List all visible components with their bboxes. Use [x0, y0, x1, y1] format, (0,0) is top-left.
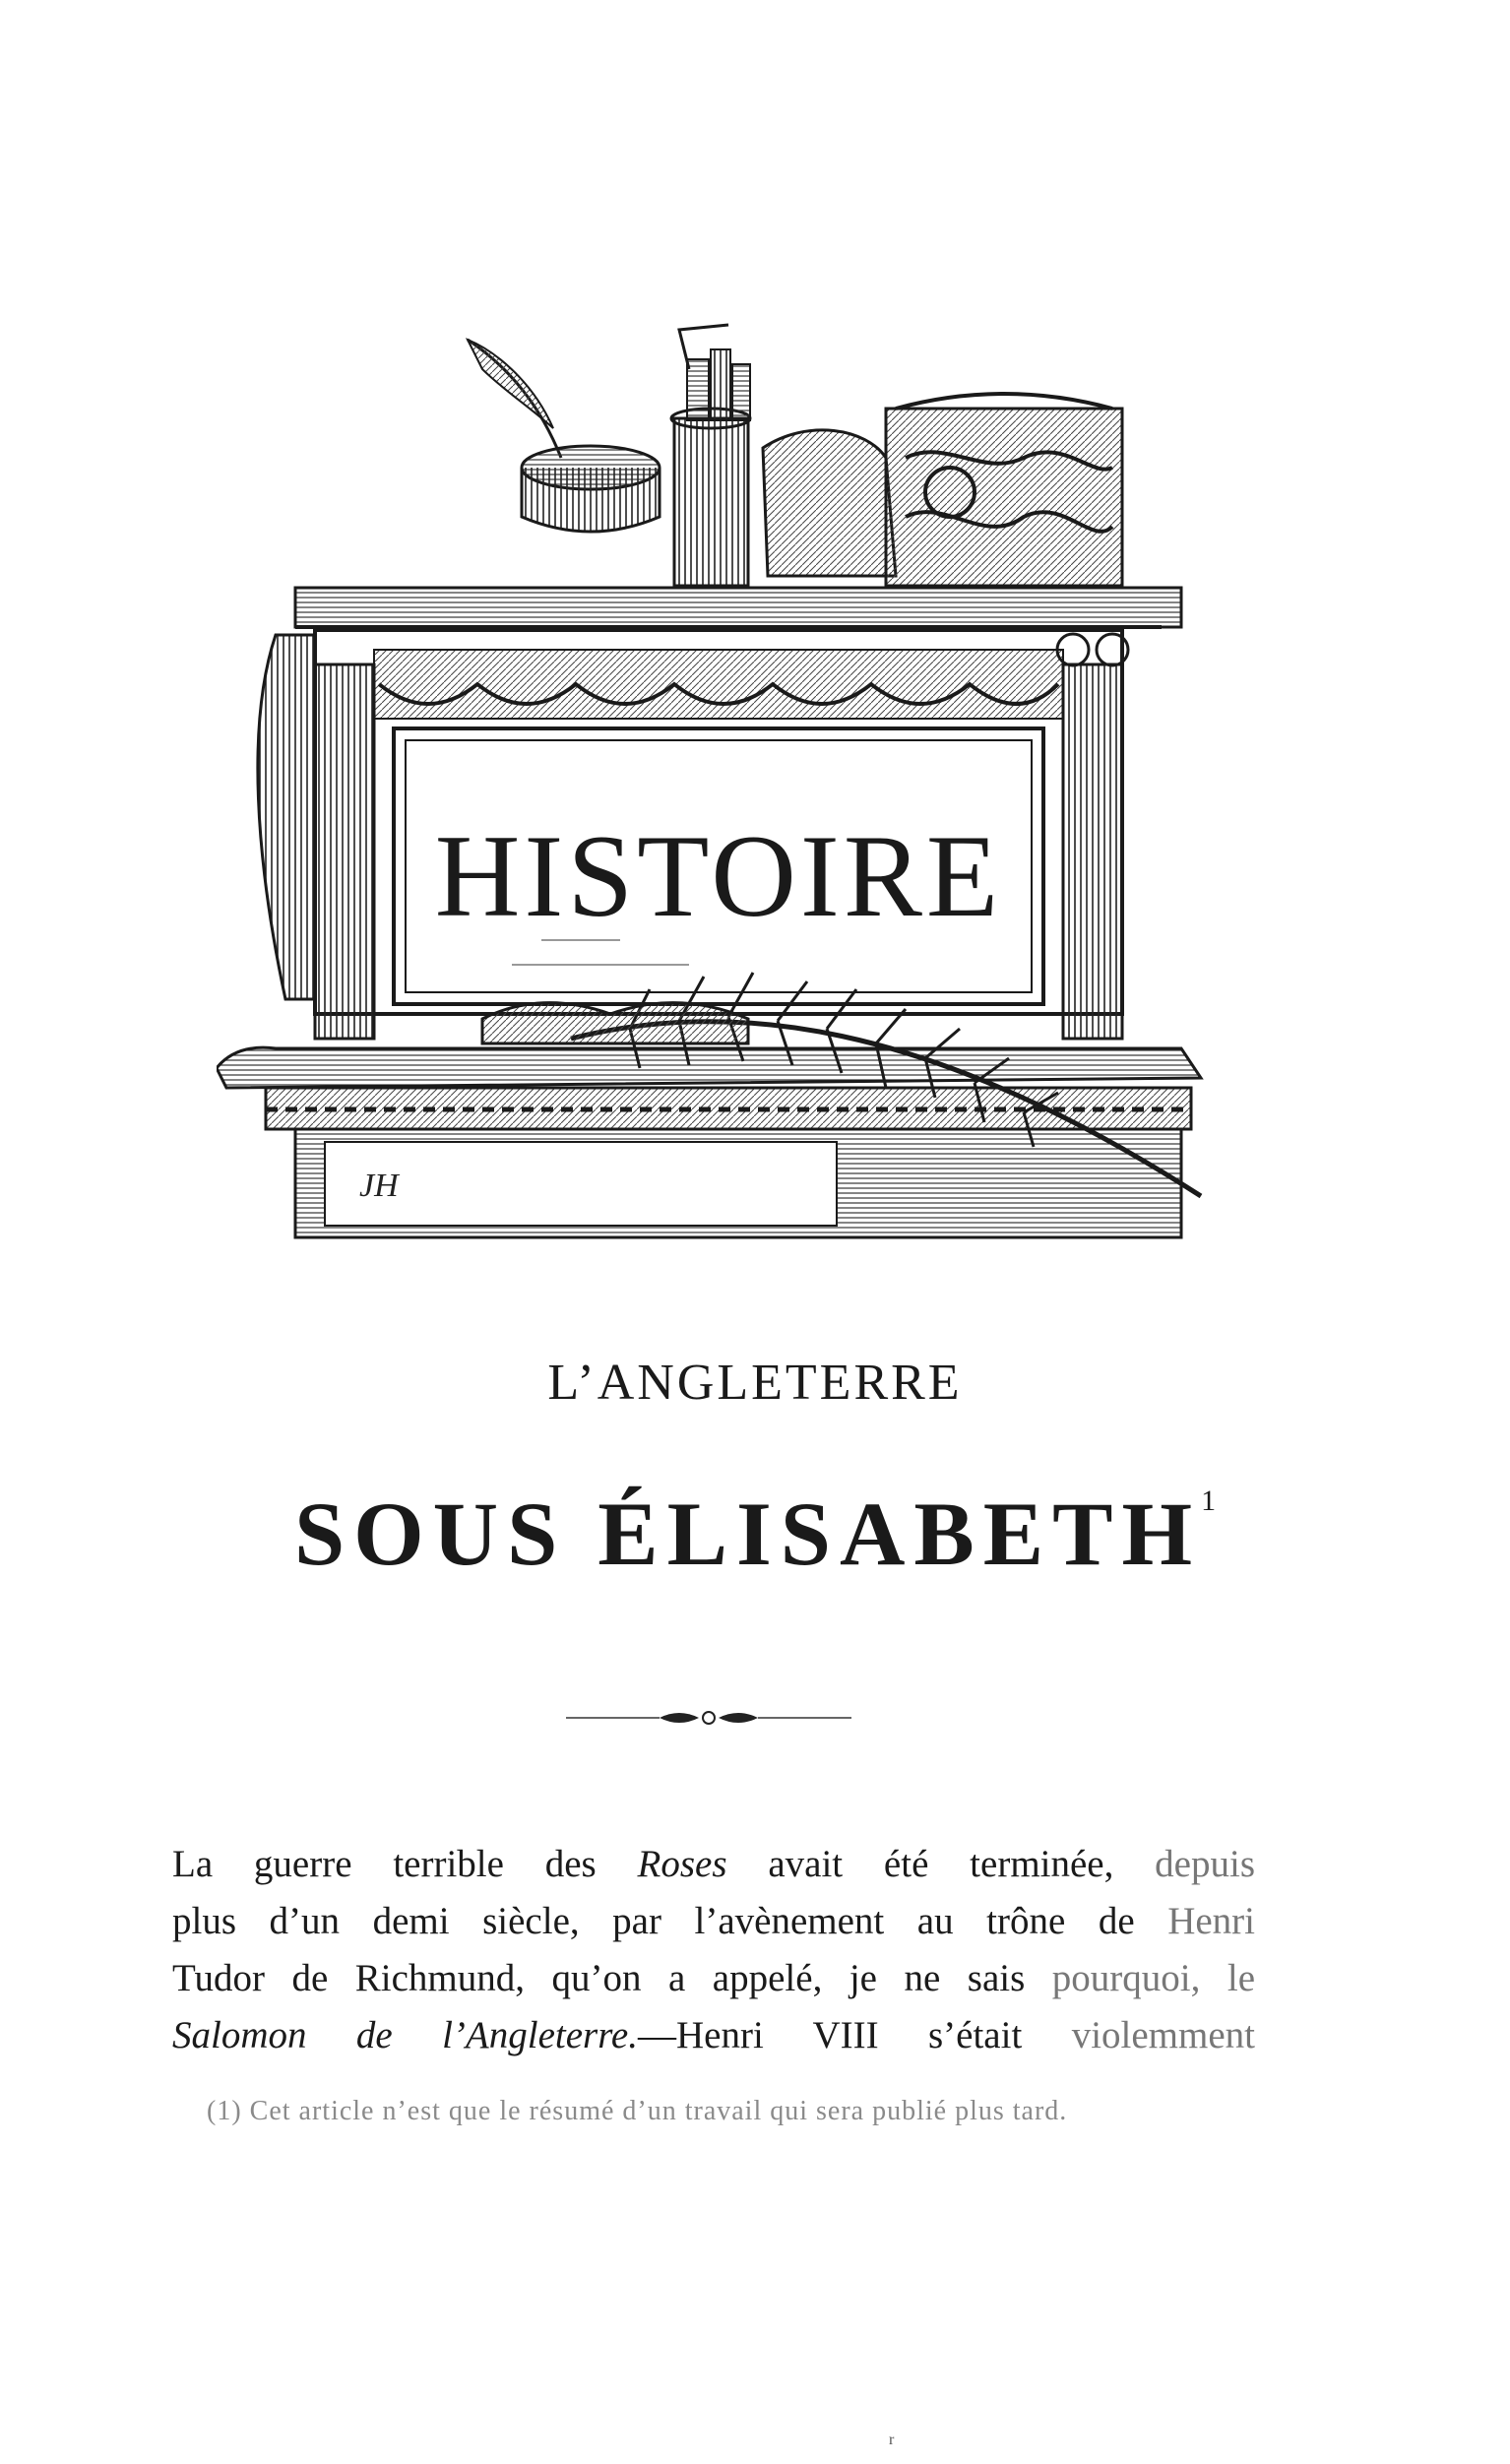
- footnote-reference: 1: [1201, 1485, 1217, 1517]
- body-line-4: Salomon de l’Angleterre.—Henri VIII s’était violemment: [172, 2014, 1255, 2056]
- body-line-3: Tudor de Richmund, qu’on a appelé, je ne sais pourquoi, le: [172, 1957, 1256, 1999]
- body-line-1: La guerre terrible des Roses avait été terminée, depuis: [172, 1843, 1255, 1885]
- body-line-2: plus d’un demi siècle, par l’avènement au trône de Henri: [172, 1900, 1255, 1942]
- body-paragraph: [172, 1836, 1255, 2064]
- headpiece-panel-text: HISTOIRE: [434, 810, 1003, 941]
- heading-line-1: L’ANGLETERRE: [547, 1355, 963, 1411]
- roses-italic: Roses: [637, 1843, 727, 1885]
- footnote: (1) Cet article n’est que le résumé d’un travail qui sera publié plus tard.: [207, 2096, 1068, 2126]
- page-mark: r: [889, 2432, 895, 2448]
- ornamental-divider: [566, 1703, 851, 1733]
- history-headpiece-engraving: [217, 310, 1221, 1255]
- heading-line-2-text: SOUS ÉLISABETH: [293, 1484, 1202, 1584]
- engraver-monogram: JH: [359, 1168, 399, 1204]
- heading-line-2: [0, 1482, 1510, 1586]
- salomon-italic: Salomon de l’Angleterre.: [172, 2014, 638, 2056]
